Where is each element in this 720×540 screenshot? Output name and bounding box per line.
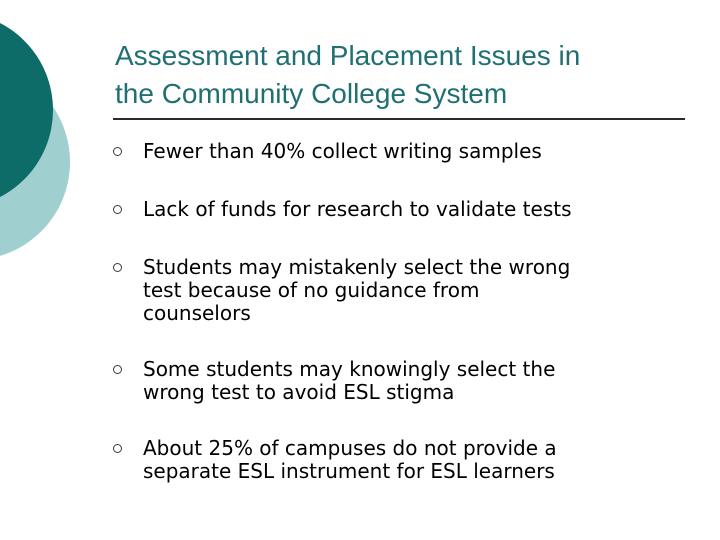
bullet-text-line: separate ESL instrument for ESL learners <box>143 459 555 483</box>
bullet-text-line: counselors <box>143 301 251 325</box>
slide-title-line-2: the Community College System <box>115 78 508 109</box>
bullet-text: Fewer than 40% collect writing samples <box>143 139 542 163</box>
bullet-text-line: Students may mistakenly select the wrong <box>143 255 571 279</box>
bullet-item <box>113 437 693 483</box>
bullet-item <box>113 358 693 404</box>
bullet-text-line: Some students may knowingly select the <box>143 357 556 381</box>
bullet-text-line: test because of no guidance from <box>143 278 480 302</box>
bullet-item <box>113 198 693 221</box>
slide-title-line-1: Assessment and Placement Issues in <box>115 40 581 71</box>
hollow-circle-bullet-icon <box>113 444 122 453</box>
bullet-item <box>113 140 693 163</box>
title-divider <box>113 118 685 120</box>
bullet-list <box>113 140 693 483</box>
hollow-circle-bullet-icon <box>113 205 122 214</box>
hollow-circle-bullet-icon <box>113 147 122 156</box>
decorative-circles <box>0 0 80 290</box>
slide-title <box>115 37 695 113</box>
bullet-text-line: wrong test to avoid ESL stigma <box>143 380 455 404</box>
bullet-text-line: About 25% of campuses do not provide a <box>143 436 557 460</box>
hollow-circle-bullet-icon <box>113 365 122 374</box>
hollow-circle-bullet-icon <box>113 263 122 272</box>
bullet-text: Lack of funds for research to validate tests <box>143 197 572 221</box>
bullet-item <box>113 256 693 325</box>
